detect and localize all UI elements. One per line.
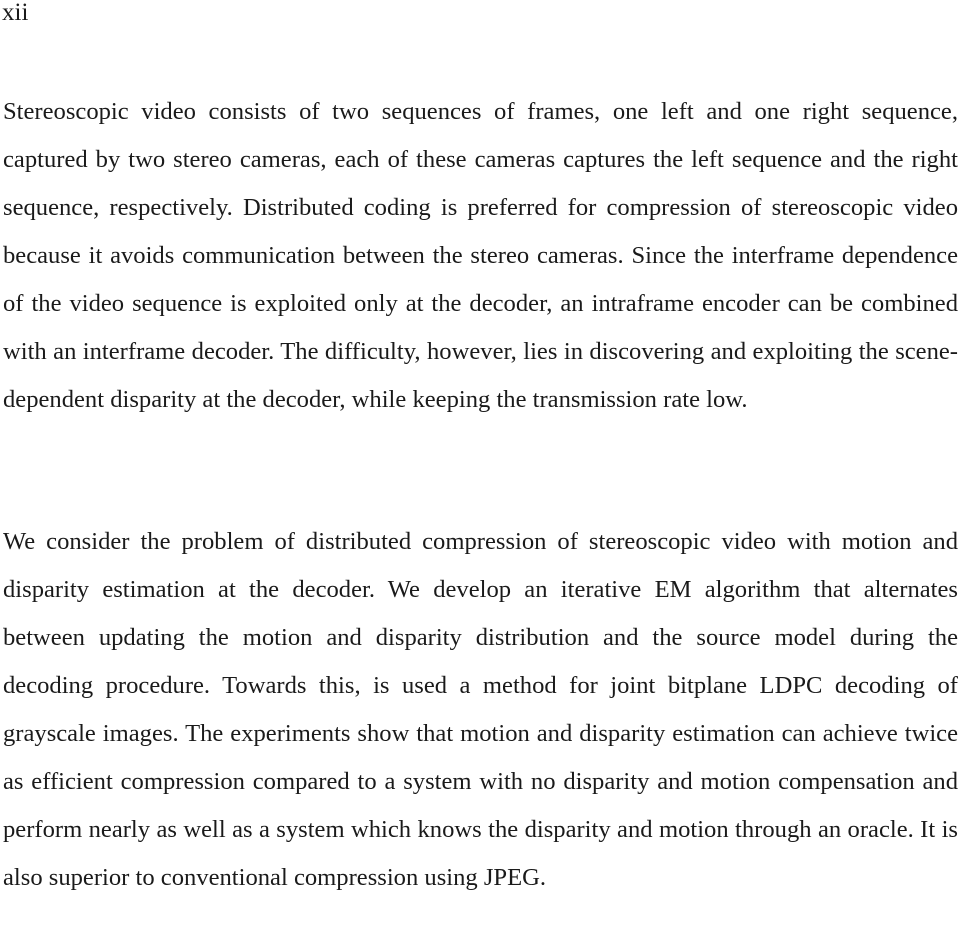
page-number: xii xyxy=(2,0,29,26)
abstract-paragraph-1: Stereoscopic video consists of two sequences of frames, one left and one right sequence, captured by two stereo cameras, each of these cameras captures the left sequence and the right sequence, respectively. Distributed coding is preferred for compression of stereoscopic video because it avoids communication between the stereo cameras. Since the interframe dependence of the video sequence is exploited only at the decoder, an intraframe encoder can be combined with an interframe decoder. The difficulty, however, lies in discovering and exploiting the scene-dependent disparity at the decoder, while keeping the transmission rate low. xyxy=(3,98,958,413)
abstract-paragraph-2: We consider the problem of distributed compression of stereoscopic video with motion and disparity estimation at the decoder. We develop an iterative EM algorithm that alternates between updating the motion and disparity distribution and the source model during the decoding procedure. Towards this, is used a method for joint bitplane LDPC decoding of grayscale images. The experiments show that motion and disparity estimation can achieve twice as efficient compression compared to a system with no disparity and motion compensation and perform nearly as well as a system which knows the disparity and motion through an oracle. It is also superior to conventional compression using JPEG. xyxy=(3,528,958,891)
